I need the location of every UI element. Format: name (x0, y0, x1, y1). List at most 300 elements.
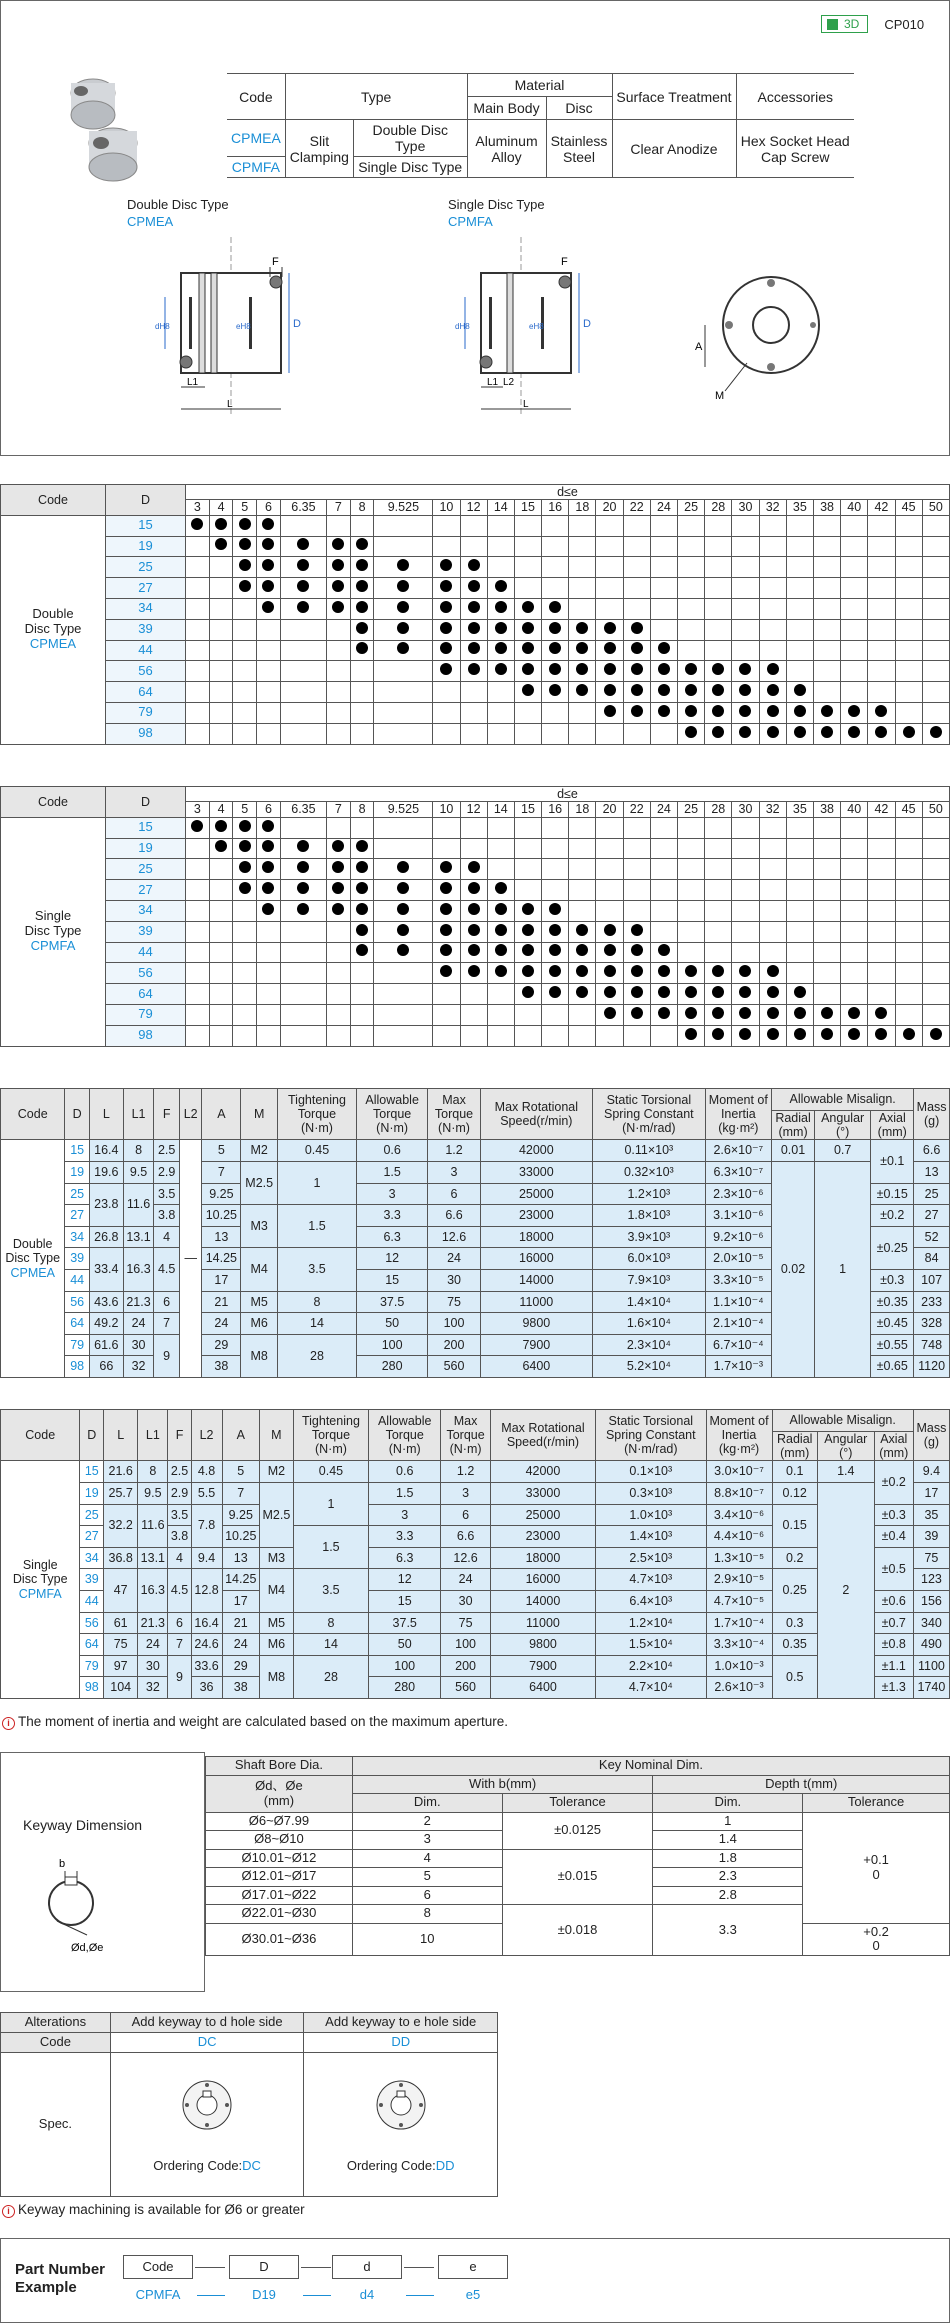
availability-cell (868, 578, 895, 599)
available-dot (739, 663, 751, 675)
availability-cell (374, 838, 433, 859)
availability-cell (759, 598, 786, 619)
available-dot (332, 580, 344, 592)
availability-cell (922, 598, 949, 619)
spec-cell: 24 (202, 1313, 241, 1335)
availability-cell (813, 1004, 840, 1025)
available-dot (440, 903, 452, 915)
available-dot (262, 840, 274, 852)
available-dot (848, 726, 860, 738)
available-dot (903, 1028, 915, 1040)
d-value[interactable]: 79 (106, 1004, 186, 1025)
availability-cell (374, 900, 433, 921)
available-dot (522, 663, 534, 675)
spec-cell: 29 (222, 1655, 259, 1677)
d-value[interactable]: 44 (106, 942, 186, 963)
spec-cell: 84 (914, 1248, 950, 1270)
bore-col-header: 25 (678, 802, 705, 817)
d-value[interactable]: 27 (65, 1205, 90, 1227)
availability-cell (487, 598, 514, 619)
availability-cell (280, 578, 326, 599)
available-dot (685, 726, 697, 738)
d-value[interactable]: 15 (106, 515, 186, 536)
availability-cell (487, 963, 514, 984)
availability-cell (786, 661, 813, 682)
availability-cell (841, 859, 868, 880)
shaft-range: Ø17.01~Ø22 (206, 1886, 353, 1905)
available-dot (576, 684, 588, 696)
spec-cell: 4 (154, 1226, 180, 1248)
col-disc: Disc (546, 97, 612, 120)
availability-cell (327, 619, 351, 640)
available-dot (522, 924, 534, 936)
availability-cell (786, 900, 813, 921)
dim-dd: Ød,Øe (71, 1942, 104, 1953)
availability-cell (460, 536, 487, 557)
available-dot (215, 840, 227, 852)
availability-cell (542, 702, 569, 723)
availability-cell (841, 984, 868, 1005)
spec-cell: 0.45 (293, 1461, 368, 1483)
availability-cell (327, 723, 351, 744)
availability-cell (257, 723, 281, 744)
bore-col-header: 3 (186, 802, 210, 817)
available-dot (440, 559, 452, 571)
d-value[interactable]: 98 (106, 723, 186, 744)
d-value[interactable]: 44 (106, 640, 186, 661)
spec-cell: 1.0×10⁻³ (706, 1655, 772, 1677)
availability-cell (678, 880, 705, 901)
available-dot (262, 882, 274, 894)
availability-cell (433, 921, 460, 942)
available-dot (549, 944, 561, 956)
bore-col-header: 4 (209, 500, 233, 515)
availability-cell (186, 880, 210, 901)
d-value[interactable]: 39 (106, 619, 186, 640)
d-value[interactable]: 79 (106, 702, 186, 723)
spec-cell: 4.5 (168, 1569, 191, 1612)
availability-cell (895, 942, 922, 963)
d-value[interactable]: 44 (65, 1269, 90, 1291)
available-dot (821, 1007, 833, 1019)
availability-cell (487, 1004, 514, 1025)
d-value[interactable]: 34 (65, 1226, 90, 1248)
bore-col-header: 12 (460, 500, 487, 515)
spec-cell: 25000 (490, 1504, 595, 1526)
pn-label-d: D (229, 2255, 299, 2279)
availability-cell (350, 515, 374, 536)
availability-cell (813, 963, 840, 984)
availability-cell (596, 963, 623, 984)
availability-cell (841, 515, 868, 536)
d-value[interactable]: 64 (65, 1313, 90, 1335)
d-value[interactable]: 27 (106, 880, 186, 901)
spec-cell: 3.0×10⁻⁷ (706, 1461, 772, 1483)
available-dot (495, 580, 507, 592)
availability-cell (350, 859, 374, 880)
availability-cell (895, 838, 922, 859)
dim-l: L (227, 399, 233, 410)
availability-cell (233, 702, 257, 723)
availability-cell (327, 880, 351, 901)
spec-cell: 1.5×10⁴ (596, 1634, 706, 1656)
availability-cell (487, 702, 514, 723)
available-dot (522, 684, 534, 696)
availability-cell (922, 536, 949, 557)
d-value[interactable]: 56 (65, 1291, 90, 1313)
available-dot (356, 622, 368, 634)
availability-cell (650, 702, 677, 723)
type-code-link[interactable]: CPMEA (29, 636, 77, 652)
available-dot (468, 924, 480, 936)
spec-cell: ±0.65 (871, 1356, 914, 1378)
available-dot (262, 601, 274, 613)
availability-cell (487, 942, 514, 963)
availability-cell (460, 817, 487, 838)
availability-cell (813, 942, 840, 963)
alt-code-dd[interactable]: DD (304, 2033, 498, 2053)
d-value[interactable]: 56 (80, 1612, 104, 1634)
spec-cell: 2.1×10⁻⁴ (705, 1313, 771, 1335)
availability-cell (596, 661, 623, 682)
shaft-range: Ø30.01~Ø36 (206, 1923, 353, 1956)
availability-cell (705, 984, 732, 1005)
spec-cell: 14000 (480, 1269, 593, 1291)
selection-row (1, 536, 950, 557)
available-dot (397, 924, 409, 936)
available-dot (262, 559, 274, 571)
selection-row (1, 515, 950, 536)
spec-cell: 6.7×10⁻⁴ (705, 1334, 771, 1356)
spec-cell: 104 (104, 1677, 138, 1699)
available-dot (191, 518, 203, 530)
availability-cell (186, 598, 210, 619)
type-label: Double Disc Type CPMEA (1, 1140, 65, 1378)
available-dot (604, 663, 616, 675)
spec-cell: 16.4 (191, 1612, 222, 1634)
key-depth: 1 (653, 1812, 803, 1831)
availability-cell (569, 921, 596, 942)
availability-cell (759, 921, 786, 942)
availability-cell (813, 536, 840, 557)
available-dot (397, 622, 409, 634)
spec-cell: 18000 (480, 1226, 593, 1248)
availability-cell (678, 578, 705, 599)
availability-cell (514, 1025, 541, 1046)
availability-cell (786, 921, 813, 942)
d-value[interactable]: 34 (106, 598, 186, 619)
available-dot (712, 705, 724, 717)
availability-cell (895, 984, 922, 1005)
d-value[interactable]: 44 (80, 1590, 104, 1612)
spec-cell: 5.2×10⁴ (593, 1356, 706, 1378)
d-value[interactable]: 19 (65, 1161, 90, 1183)
3d-button[interactable]: 3D (821, 15, 868, 33)
spec-cell: 75 (428, 1291, 480, 1313)
availability-cell (350, 702, 374, 723)
spec-table-double: Code D L L1 F L2 A M Tightening Torque (N·m) Allowable Torque (N·m) Max Torque (N·m) Max Rotational Speed(r/min) Static Torsional Spring Constant (N·m/rad) Moment of Inertia (kg·m²) Allowable Misalign. Mass (g) Radial (mm) Angular (°) Axial (mm) Double Disc Type CPMEA 15 16.4 8 2.5 — 5 M2 0.45 0.6 1.2 42000 0.11×10³ 2.6×10⁻⁷ 0.01 0.7 ±0.1 6.6 19 19.6 9.5 2.9 7 M2.5 1 1.5 3 33000 0.32×10³ 6.3×10⁻⁷ 0.02 1 13 25 23.8 11.6 3.5 9.25 3 6 25000 1.2×10³ 2.3×10⁻⁶ ±0.15 25 27 3.8 10.25 M3 1.5 3.3 6.6 23000 1.8×10³ 3.1×10⁻⁶ ±0.2 27 34 26.8 13.1 4 13 6.3 12.6 18000 3.9×10³ 9.2×10⁻⁶ ±0.25 52 39 33.4 16.3 4.5 14.25 M4 3.5 12 24 16000 6.0×10³ 2.0×10⁻⁵ 84 44 17 15 30 14000 7.9×10³ 3.3×10⁻⁵ ±0.3 107 56 43.6 21.3 6 21 M5 8 37.5 75 11000 1.4×10⁴ 1.1×10⁻⁴ ±0.35 233 64 49.2 24 7 24 M6 14 50 100 9800 1.6×10⁴ 2.1×10⁻⁴ ±0.45 328 79 61.6 30 9 29 M8 28 100 200 7900 2.3×10⁴ 6.7×10⁻⁴ ±0.55 748 98 66 32 38 280 560 6400 5.2×10⁴ 1.7×10⁻³ ±0.65 1120 (0, 1088, 950, 1378)
availability-cell (596, 859, 623, 880)
bore-col-header: 40 (841, 802, 868, 817)
spec-cell: 6400 (480, 1356, 593, 1378)
spec-cell: 61 (104, 1612, 138, 1634)
d-value[interactable]: 39 (106, 921, 186, 942)
availability-cell (678, 942, 705, 963)
keyway-row: Ø30.01~Ø36 10 +0.2 0 (206, 1923, 950, 1956)
available-dot (767, 1028, 779, 1040)
available-dot (522, 944, 534, 956)
type-code-link[interactable]: CPMEA (10, 1265, 55, 1280)
availability-cell (759, 963, 786, 984)
d-value[interactable]: 34 (80, 1547, 104, 1569)
availability-cell (569, 838, 596, 859)
availability-cell (922, 619, 949, 640)
availability-cell (841, 817, 868, 838)
availability-cell (514, 661, 541, 682)
d-value[interactable]: 15 (80, 1461, 104, 1483)
availability-cell (186, 557, 210, 578)
availability-cell (327, 817, 351, 838)
availability-cell (895, 557, 922, 578)
spec-cell: ±0.3 (871, 1269, 914, 1291)
availability-cell (327, 640, 351, 661)
availability-cell (596, 723, 623, 744)
availability-cell (759, 702, 786, 723)
d-value[interactable]: 64 (106, 682, 186, 703)
availability-cell (280, 880, 326, 901)
available-dot (356, 559, 368, 571)
availability-cell (257, 838, 281, 859)
availability-cell (350, 1025, 374, 1046)
availability-cell (650, 557, 677, 578)
availability-cell (233, 817, 257, 838)
availability-cell (705, 723, 732, 744)
keyway-d-icon (177, 2075, 237, 2135)
availability-cell (841, 1025, 868, 1046)
availability-cell (186, 536, 210, 557)
spec-cell: 0.2 (772, 1547, 817, 1569)
availability-cell (732, 900, 759, 921)
available-dot (930, 1028, 942, 1040)
spec-cell: 43.6 (89, 1291, 123, 1313)
availability-cell (433, 640, 460, 661)
d-value[interactable]: 79 (80, 1655, 104, 1677)
availability-cell (895, 859, 922, 880)
available-dot (440, 965, 452, 977)
spec-cell: 9.4 (191, 1547, 222, 1569)
d-value[interactable]: 98 (80, 1677, 104, 1699)
dim-m: M (715, 390, 725, 402)
d-value[interactable]: 39 (65, 1248, 90, 1270)
availability-cell (257, 536, 281, 557)
availability-cell (623, 702, 650, 723)
availability-cell (433, 682, 460, 703)
available-dot (604, 705, 616, 717)
selection-row (1, 963, 950, 984)
type-code-link[interactable]: CPMFA (30, 938, 76, 954)
spec-cell: 24 (428, 1248, 480, 1270)
available-dot (468, 559, 480, 571)
spec-row: 19 25.7 9.5 2.9 5.5 7 M2.5 1 1.5 3 33000 0.3×10³ 8.8×10⁻⁷ 0.12 2 17 (1, 1482, 950, 1504)
spec-cell: 24 (123, 1313, 154, 1335)
available-dot (440, 882, 452, 894)
availability-cell (569, 1004, 596, 1025)
d-value[interactable]: 64 (106, 984, 186, 1005)
available-dot (658, 642, 670, 654)
availability-cell (596, 536, 623, 557)
available-dot (604, 944, 616, 956)
spec-cell: 9.5 (123, 1161, 154, 1183)
availability-cell (841, 682, 868, 703)
d-value[interactable]: 98 (65, 1356, 90, 1378)
d-value[interactable]: 27 (106, 578, 186, 599)
code-link[interactable]: CPMEA (227, 120, 285, 157)
spec-cell: M2 (241, 1140, 278, 1162)
available-dot (631, 944, 643, 956)
available-dot (239, 559, 251, 571)
availability-cell (514, 817, 541, 838)
spec-cell: 23000 (480, 1205, 593, 1227)
spec-cell: 33.4 (89, 1248, 123, 1291)
availability-cell (623, 921, 650, 942)
availability-cell (514, 515, 541, 536)
bore-col-header: 18 (569, 802, 596, 817)
availability-cell (650, 723, 677, 744)
d-value[interactable]: 25 (80, 1504, 104, 1526)
availability-cell (678, 598, 705, 619)
type-code-link[interactable]: CPMFA (18, 1586, 62, 1601)
d-value[interactable]: 39 (80, 1569, 104, 1591)
double-code-link[interactable]: CPMEA (127, 213, 174, 229)
spec-cell: 2.5 (154, 1140, 180, 1162)
selection-row (1, 723, 950, 744)
alt-code-dc[interactable]: DC (110, 2033, 304, 2053)
spec-cell: 3.4×10⁻⁶ (706, 1504, 772, 1526)
key-width: 4 (352, 1849, 502, 1868)
code-link[interactable]: CPMFA (227, 157, 285, 178)
spec-cell: 3.9×10³ (593, 1226, 706, 1248)
availability-cell (433, 536, 460, 557)
spec-cell: 1.5 (369, 1482, 441, 1504)
bore-col-header: 28 (705, 802, 732, 817)
availability-cell (327, 900, 351, 921)
availability-cell (542, 619, 569, 640)
availability-cell (374, 619, 433, 640)
spec-cell: 7900 (490, 1655, 595, 1677)
available-dot (549, 965, 561, 977)
single-code-link[interactable]: CPMFA (448, 213, 493, 229)
bore-col-header: 24 (650, 500, 677, 515)
available-dot (468, 882, 480, 894)
d-value[interactable]: 15 (65, 1140, 90, 1162)
availability-cell (705, 963, 732, 984)
d-value[interactable]: 25 (106, 557, 186, 578)
availability-cell (280, 838, 326, 859)
d-value[interactable]: 56 (106, 661, 186, 682)
d-value[interactable]: 25 (106, 859, 186, 880)
key-depth: 2.8 (653, 1886, 803, 1905)
availability-cell (257, 598, 281, 619)
availability-cell (433, 661, 460, 682)
available-dot (397, 642, 409, 654)
available-dot (576, 986, 588, 998)
availability-cell (209, 619, 233, 640)
available-dot (262, 518, 274, 530)
d-value[interactable]: 19 (80, 1482, 104, 1504)
availability-cell (759, 661, 786, 682)
available-dot (468, 944, 480, 956)
d-value[interactable]: 64 (80, 1634, 104, 1656)
availability-cell (542, 942, 569, 963)
availability-cell (327, 682, 351, 703)
d-value[interactable]: 34 (106, 900, 186, 921)
availability-cell (433, 1004, 460, 1025)
availability-cell (487, 619, 514, 640)
availability-cell (922, 1004, 949, 1025)
spec-cell: 2.9 (168, 1482, 191, 1504)
key-depth: 3.3 (653, 1905, 803, 1956)
d-value[interactable]: 56 (106, 963, 186, 984)
d-value[interactable]: 79 (65, 1334, 90, 1356)
available-dot (468, 622, 480, 634)
part-number-example (0, 2238, 950, 2323)
spec-cell: 23000 (490, 1526, 595, 1548)
availability-cell (786, 942, 813, 963)
available-dot (356, 882, 368, 894)
spec-cell: 1.6×10⁴ (593, 1313, 706, 1335)
availability-cell (678, 1004, 705, 1025)
spec-cell: 27 (914, 1205, 950, 1227)
availability-cell (732, 557, 759, 578)
dim-dh8: dH8 (155, 322, 170, 331)
spec-cell: 24 (138, 1634, 168, 1656)
d-value[interactable]: 19 (106, 838, 186, 859)
bore-col-header: 28 (705, 500, 732, 515)
available-dot (356, 580, 368, 592)
availability-cell (280, 984, 326, 1005)
available-dot (440, 622, 452, 634)
availability-cell (895, 515, 922, 536)
available-dot (356, 944, 368, 956)
available-dot (549, 986, 561, 998)
availability-cell (705, 536, 732, 557)
availability-cell (257, 984, 281, 1005)
availability-cell (257, 942, 281, 963)
spec-cell: ±0.4 (874, 1526, 913, 1548)
col-code: Code (227, 74, 285, 120)
availability-cell (759, 942, 786, 963)
d-value[interactable]: 19 (106, 536, 186, 557)
availability-cell (650, 661, 677, 682)
available-dot (604, 684, 616, 696)
available-dot (356, 903, 368, 915)
availability-cell (786, 723, 813, 744)
availability-cell (786, 536, 813, 557)
available-dot (739, 1007, 751, 1019)
availability-cell (596, 515, 623, 536)
d-value[interactable]: 98 (106, 1025, 186, 1046)
spec-cell: 28 (293, 1655, 368, 1698)
spec-cell: 30 (441, 1590, 491, 1612)
spec-cell: 1.4×10⁴ (593, 1291, 706, 1313)
d-value[interactable]: 27 (80, 1526, 104, 1548)
availability-cell (257, 817, 281, 838)
spec-cell: 18000 (490, 1547, 595, 1569)
dim-eh8: eH8 (236, 322, 251, 331)
available-dot (631, 684, 643, 696)
d-value[interactable]: 15 (106, 817, 186, 838)
d-value[interactable]: 25 (65, 1183, 90, 1205)
